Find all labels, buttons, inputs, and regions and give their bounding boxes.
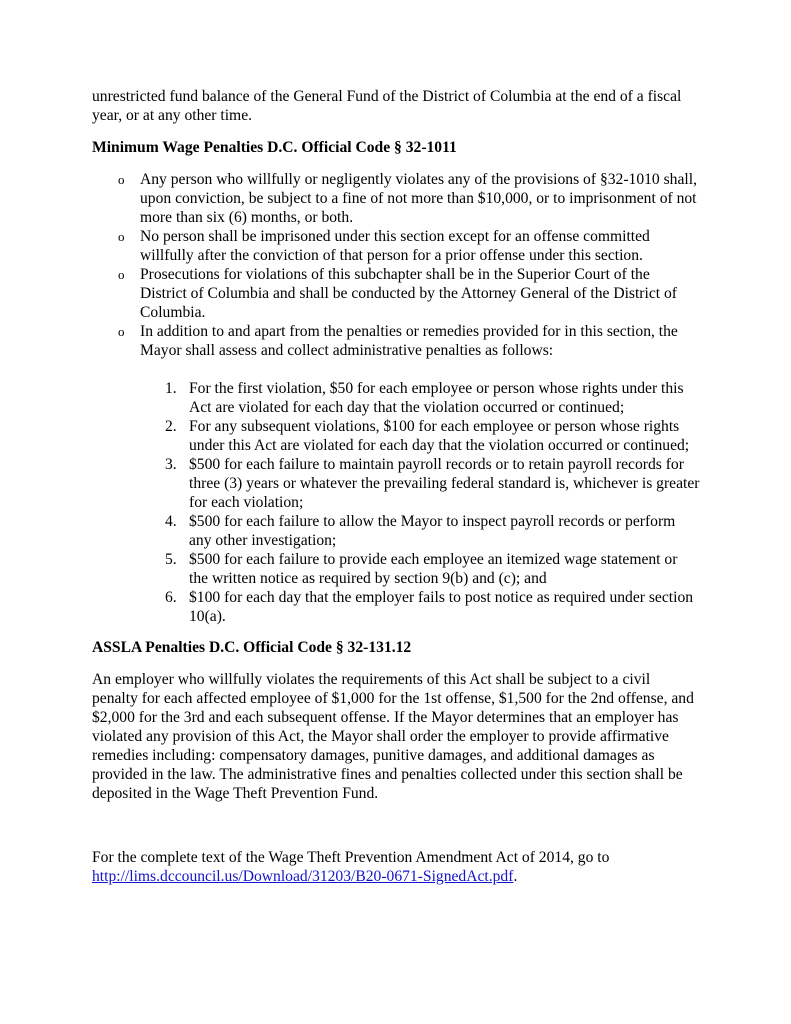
bullet-text: In addition to and apart from the penalties or remedies provided for in this section, the Mayor shall assess and collect administrative penalties as follows:: [140, 323, 678, 359]
footer-lead-text: For the complete text of the Wage Theft Prevention Amendment Act of 2014, go to: [92, 849, 610, 866]
bullet-text: Prosecutions for violations of this subchapter shall be in the Superior Court of the District of Columbia and shall be conducted by the Attorney General of the District of Columbia.: [140, 266, 677, 321]
intro-paragraph: unrestricted fund balance of the General Fund of the District of Columbia at the end of a fiscal year, or at any other time.: [92, 88, 682, 124]
section1-heading: Minimum Wage Penalties D.C. Official Code § 32-1011: [92, 139, 457, 156]
list-item: [92, 227, 700, 265]
list-item: [92, 170, 700, 227]
list-number: 1.: [165, 380, 177, 397]
section1-numbered-list: [92, 379, 700, 626]
footer-paragraph: [92, 848, 700, 886]
list-item: [92, 588, 700, 626]
bullet-marker: o: [118, 229, 125, 244]
signed-act-pdf-link[interactable]: http://lims.dccouncil.us/Download/31203/B20-0671-SignedAct.pdf: [92, 868, 514, 885]
link-suffix-period: .: [513, 868, 518, 885]
numbered-text: $500 for each failure to allow the Mayor to inspect payroll records or perform any other investigation;: [189, 513, 676, 549]
list-item: [92, 265, 700, 322]
section2-heading: ASSLA Penalties D.C. Official Code § 32-131.12: [92, 639, 412, 656]
bullet-marker: o: [118, 172, 125, 187]
list-number: 3.: [165, 456, 177, 473]
list-number: 4.: [165, 513, 177, 530]
list-number: 6.: [165, 589, 177, 606]
section1-bullet-list: [92, 170, 700, 360]
numbered-text: $500 for each failure to maintain payroll records or to retain payroll records for three (3) years or whatever the prevailing federal standard is, whichever is greater for each violation;: [189, 456, 700, 511]
numbered-text: For the first violation, $50 for each employee or person whose rights under this Act are violated for each day that the violation occurred or continued;: [189, 380, 684, 416]
list-item: [92, 322, 700, 360]
bullet-text: Any person who willfully or negligently violates any of the provisions of §32-1010 shall, upon conviction, be subject to a fine of not more than $10,000, or to imprisonment of not more than six (6) months, or both.: [140, 171, 697, 226]
numbered-text: $500 for each failure to provide each employee an itemized wage statement or the written notice as required by section 9(b) and (c); and: [189, 551, 678, 587]
list-item: [92, 550, 700, 588]
list-item: [92, 379, 700, 417]
list-item: [92, 417, 700, 455]
numbered-text: $100 for each day that the employer fails to post notice as required under section 10(a).: [189, 589, 694, 625]
section2-paragraph: An employer who willfully violates the requirements of this Act shall be subject to a civil penalty for each affected employee of $1,000 for the 1st offense, $1,500 for the 2nd offense, and $2,000 for the 3rd and each subsequent offense. If the Mayor determines that an employer has violated any provision of this Act, the Mayor shall order the employer to provide affirmative remedies including: compensatory damages, punitive damages, and additional damages as provided in the law. The administrative fines and penalties collected under this section shall be deposited in the Wage Theft Prevention Fund.: [92, 671, 694, 802]
list-number: 5.: [165, 551, 177, 568]
list-item: [92, 455, 700, 512]
bullet-marker: o: [118, 267, 125, 282]
list-item: [92, 512, 700, 550]
numbered-text: For any subsequent violations, $100 for each employee or person whose rights under this Act are violated for each day that the violation occurred or continued;: [189, 418, 690, 454]
document-content: [92, 87, 700, 886]
bullet-marker: o: [118, 324, 125, 339]
list-number: 2.: [165, 418, 177, 435]
bullet-text: No person shall be imprisoned under this section except for an offense committed willfully after the conviction of that person for a prior offense under this section.: [140, 228, 650, 264]
